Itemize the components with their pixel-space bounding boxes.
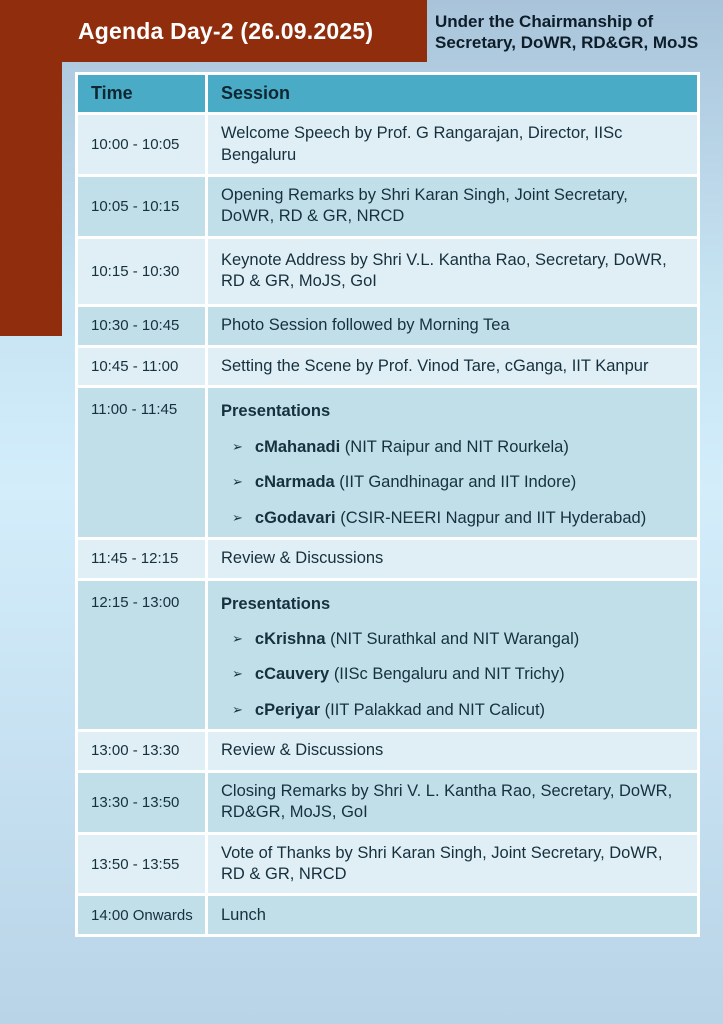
table-row xyxy=(77,731,699,771)
session-cell xyxy=(207,771,699,833)
session-text: Setting the Scene by Prof. Vinod Tare, cGanga, IIT Kanpur xyxy=(221,356,649,375)
bullet-institutes: (IISc Bengaluru and NIT Trichy) xyxy=(333,665,565,684)
time-cell: 11:00 - 11:45 xyxy=(77,387,207,539)
bullet-item xyxy=(221,437,683,458)
session-cell xyxy=(207,539,699,579)
bullet-text xyxy=(255,437,569,458)
bullet-institutes: (CSIR-NEERI Nagpur and IIT Hyderabad) xyxy=(340,508,647,527)
table-row xyxy=(77,387,699,539)
session-cell xyxy=(207,895,699,936)
bullet-text xyxy=(255,664,565,685)
agenda-schedule-table xyxy=(75,72,700,937)
session-cell xyxy=(207,579,699,731)
column-header-session: Session xyxy=(207,74,699,114)
session-text: Photo Session followed by Morning Tea xyxy=(221,316,510,335)
bullet-item xyxy=(221,664,683,685)
time-cell: 10:30 - 10:45 xyxy=(77,305,207,346)
table-row xyxy=(77,833,699,895)
table-row xyxy=(77,305,699,346)
time-cell: 13:50 - 13:55 xyxy=(77,833,207,895)
agenda-table xyxy=(75,72,700,937)
time-cell: 10:05 - 10:15 xyxy=(77,176,207,238)
bullet-item xyxy=(221,700,683,721)
time-cell: 10:00 - 10:05 xyxy=(77,114,207,176)
bullet-institutes: (IIT Gandhinagar and IIT Indore) xyxy=(339,473,577,492)
table-row xyxy=(77,176,699,238)
chairmanship-line1: Under the Chairmanship of xyxy=(435,12,654,31)
chairmanship-note xyxy=(435,11,715,54)
session-text: Vote of Thanks by Shri Karan Singh, Joint Secretary, DoWR, RD & GR, NRCD xyxy=(221,843,663,883)
bullet-project-name: cNarmada xyxy=(254,473,335,492)
session-cell xyxy=(207,305,699,346)
session-cell xyxy=(207,387,699,539)
bullet-project-name: cMahanadi xyxy=(254,437,341,456)
time-cell: 10:45 - 11:00 xyxy=(77,346,207,386)
session-cell xyxy=(207,731,699,771)
session-text: Presentations xyxy=(221,402,331,421)
session-text: Review & Discussions xyxy=(221,741,384,760)
table-row xyxy=(77,114,699,176)
arrow-bullet-icon: ➢ xyxy=(232,630,243,646)
table-row xyxy=(77,237,699,305)
session-text: Opening Remarks by Shri Karan Singh, Joint Secretary, DoWR, RD & GR, NRCD xyxy=(221,186,628,226)
bullet-institutes: (IIT Palakkad and NIT Calicut) xyxy=(324,700,546,719)
bullet-text xyxy=(255,472,576,493)
bullet-item xyxy=(221,472,683,493)
bullet-project-name: cCauvery xyxy=(254,665,330,684)
session-cell xyxy=(207,833,699,895)
bullet-text xyxy=(255,700,545,721)
session-text: Keynote Address by Shri V.L. Kantha Rao, Secretary, DoWR, RD & GR, MoJS, GoI xyxy=(221,250,667,291)
chairmanship-line2: Secretary, DoWR, RD&GR, MoJS xyxy=(435,33,699,53)
column-header-time: Time xyxy=(77,74,207,114)
session-text: Presentations xyxy=(221,594,331,613)
title-block xyxy=(0,0,427,62)
session-cell xyxy=(207,237,699,305)
bullet-project-name: cGodavari xyxy=(254,508,336,527)
agenda-table-body xyxy=(77,114,699,936)
time-cell: 11:45 - 12:15 xyxy=(77,539,207,579)
table-row xyxy=(77,771,699,833)
session-cell xyxy=(207,176,699,238)
session-text: Lunch xyxy=(221,905,266,924)
arrow-bullet-icon: ➢ xyxy=(232,474,243,490)
table-row xyxy=(77,579,699,731)
session-text: Review & Discussions xyxy=(221,549,384,568)
bullet-institutes: (NIT Surathkal and NIT Warangal) xyxy=(330,629,580,648)
bullet-project-name: cPeriyar xyxy=(254,700,321,719)
page-title: Agenda Day-2 (26.09.2025) xyxy=(78,17,374,44)
session-cell xyxy=(207,114,699,176)
table-row xyxy=(77,539,699,579)
time-cell: 13:30 - 13:50 xyxy=(77,771,207,833)
time-cell: 10:15 - 10:30 xyxy=(77,237,207,305)
table-row xyxy=(77,895,699,936)
bullet-institutes: (NIT Raipur and NIT Rourkela) xyxy=(344,437,569,456)
time-cell: 13:00 - 13:30 xyxy=(77,731,207,771)
session-text: Welcome Speech by Prof. G Rangarajan, Director, IISc Bengaluru xyxy=(221,124,623,164)
bullet-text xyxy=(255,508,646,529)
bullet-text xyxy=(255,629,579,650)
arrow-bullet-icon: ➢ xyxy=(232,509,243,525)
time-cell: 14:00 Onwards xyxy=(77,895,207,936)
arrow-bullet-icon: ➢ xyxy=(232,438,243,454)
time-cell: 12:15 - 13:00 xyxy=(77,579,207,731)
table-header-row xyxy=(77,74,699,114)
arrow-bullet-icon: ➢ xyxy=(232,701,243,717)
arrow-bullet-icon: ➢ xyxy=(232,666,243,682)
bullet-item xyxy=(221,508,683,529)
table-row xyxy=(77,346,699,386)
session-cell xyxy=(207,346,699,386)
bullet-project-name: cKrishna xyxy=(254,629,326,648)
session-text: Closing Remarks by Shri V. L. Kantha Rao, Secretary, DoWR, RD&GR, MoJS, GoI xyxy=(221,781,673,822)
bullet-item xyxy=(221,629,683,650)
